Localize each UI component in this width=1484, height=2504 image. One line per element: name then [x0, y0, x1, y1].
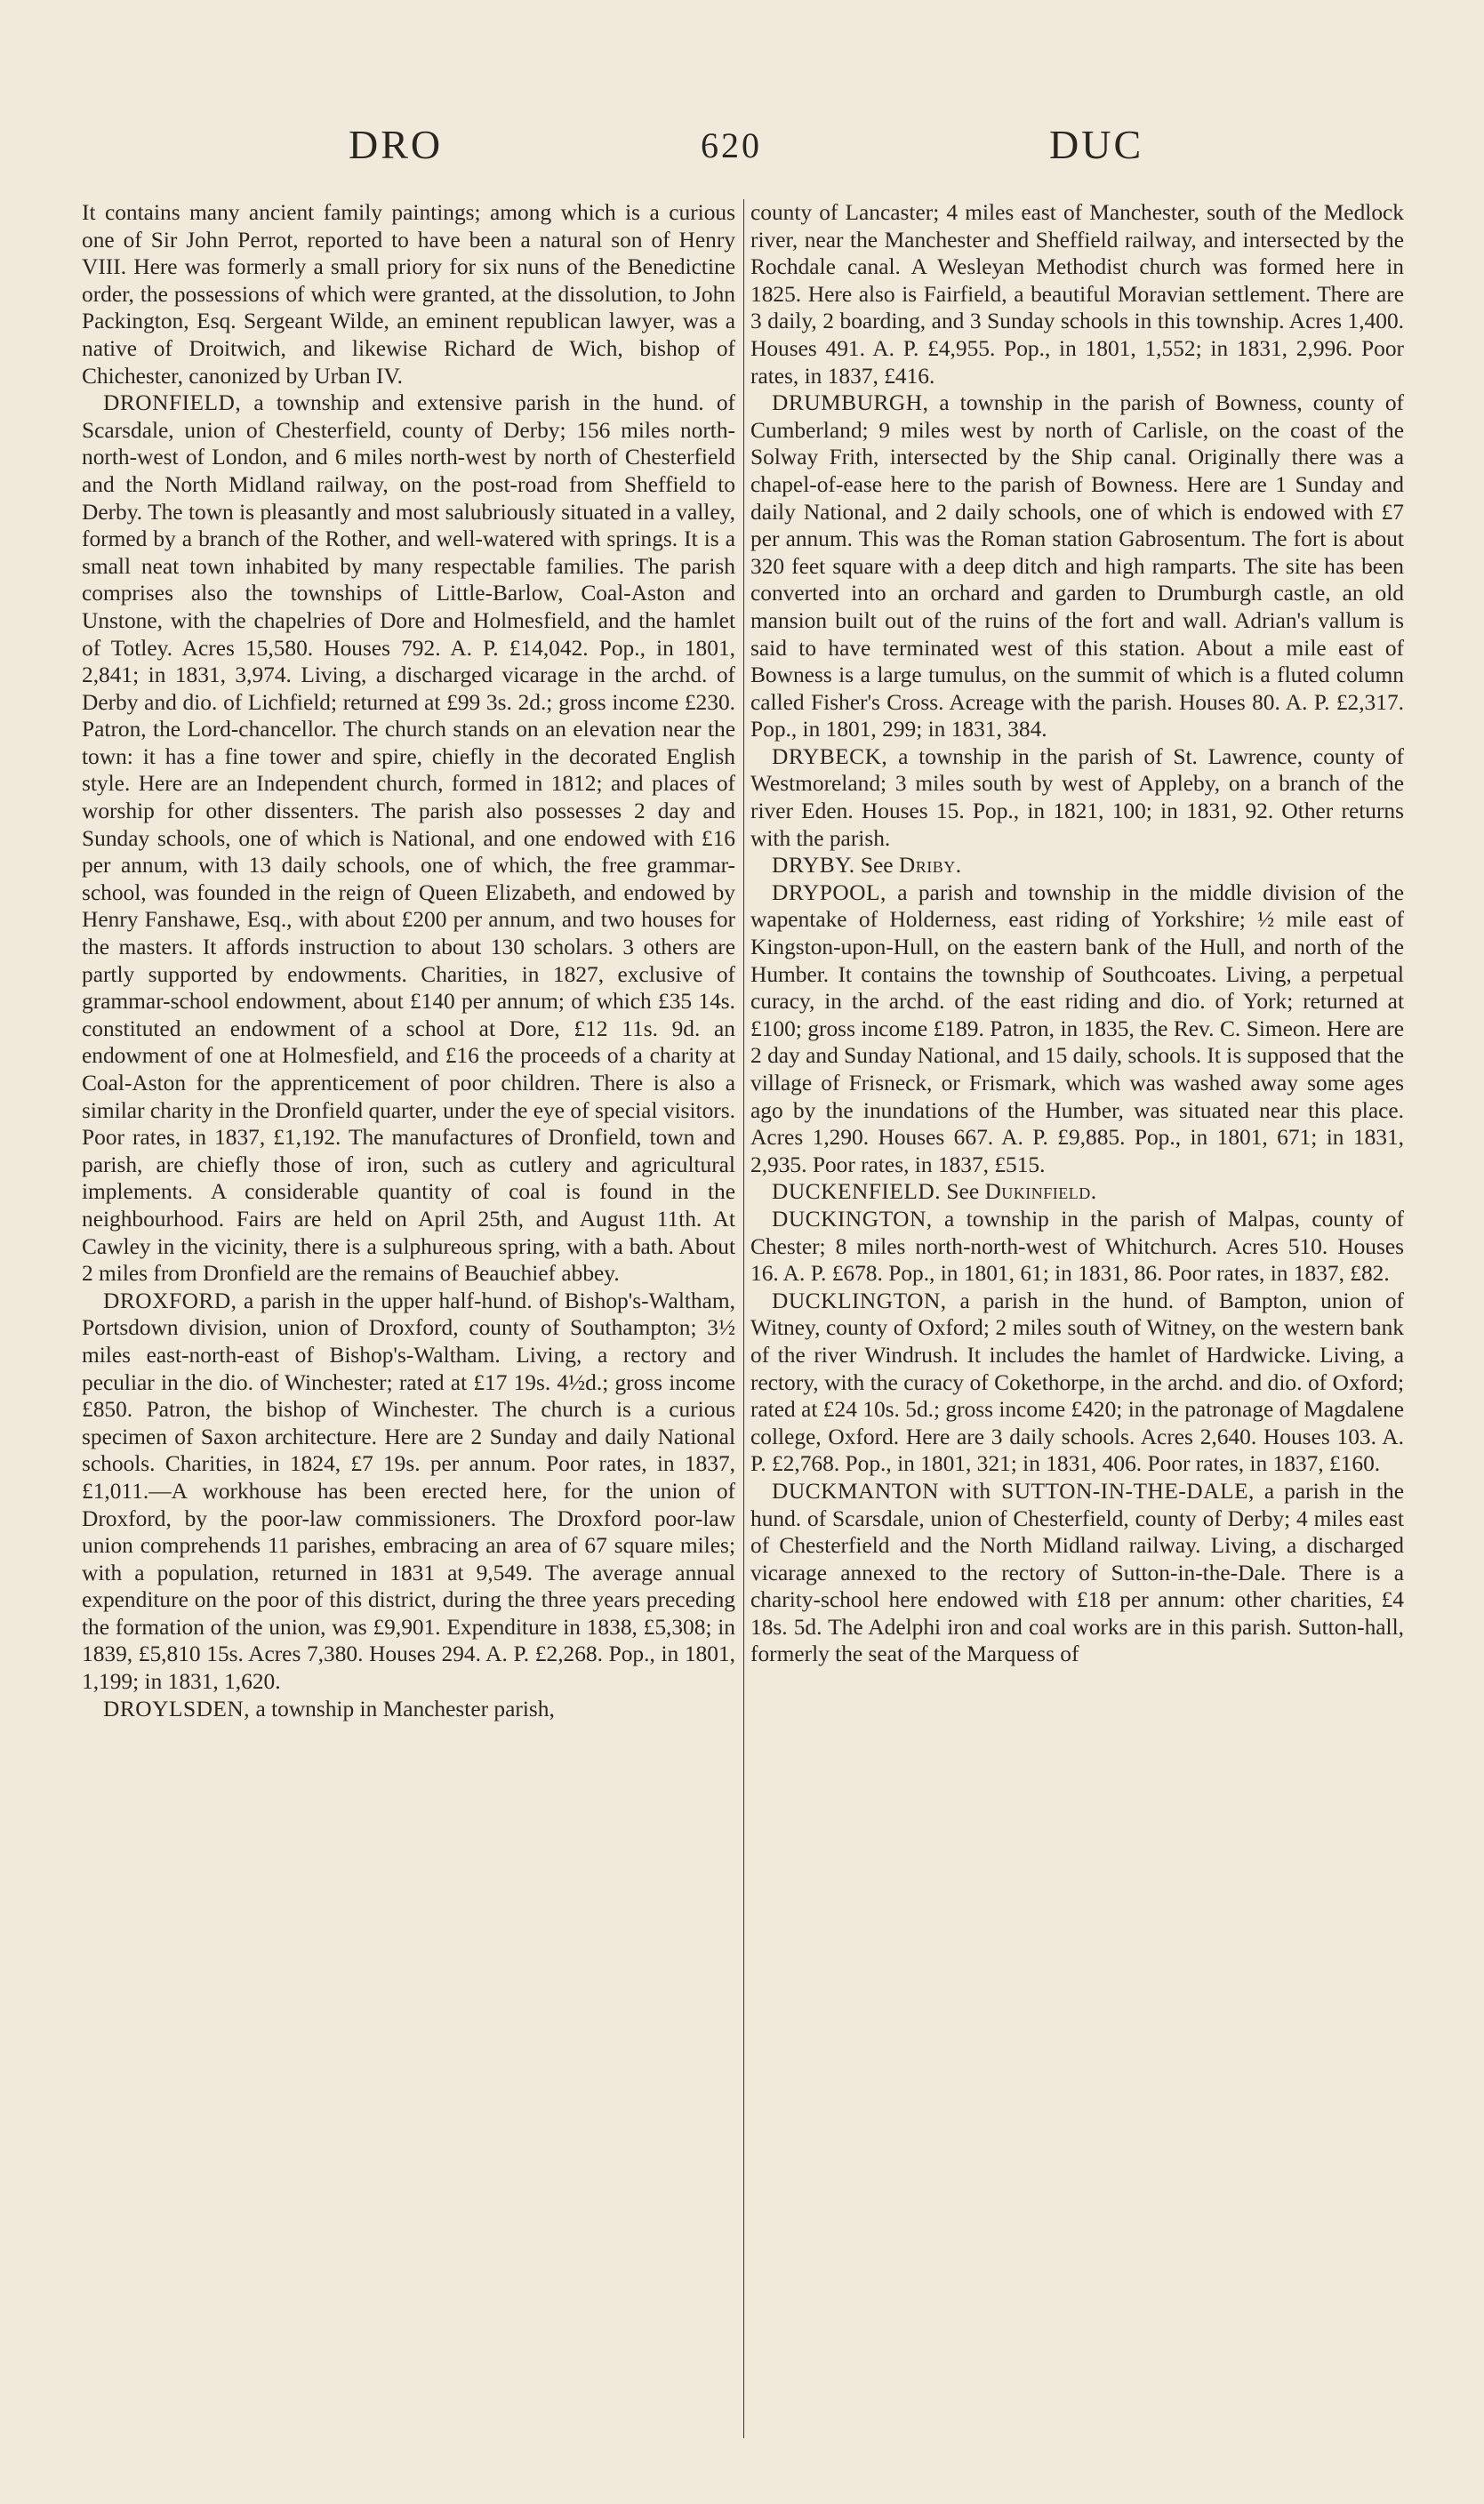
gazetteer-entry [750, 389, 1404, 743]
entry-headword: DRONFIELD, [103, 390, 242, 416]
entry-body: a township in the parish of Malpas, county of Chester; 8 miles north-north-west of Whitchurch. Acres 510. Houses 16. A. P. £678. Pop., in 1801, 61; in 1831, 86. Poor rates, in 1837, £82. [750, 1206, 1404, 1287]
gazetteer-entry [750, 743, 1404, 852]
continued-entry-text: county of Lancaster; 4 miles east of Manchester, south of the Medlock river, near the Manchester and Sheffield railway, and intersected by the Rochdale canal. A Wesleyan Methodist church was formed here in 1825. Here also is Fairfield, a beautiful Moravian settlement. There are 3 daily, 2 boarding, and 3 Sunday schools in this township. Acres 1,400. Houses 491. A. P. £4,955. Pop., in 1801, 1,552; in 1831, 2,996. Poor rates, in 1837, £416. [750, 200, 1404, 389]
see-label: See [854, 853, 899, 879]
cross-reference-entry [750, 1178, 1404, 1206]
entry-headword: DRYBY. [772, 853, 855, 879]
entry-body: a parish and township in the middle division of the wapentake of Holderness, east riding of Yorkshire; ½ mile east of Kingston-upon-Hull, on the eastern bank of the Hull, and north of the Humber. It contains the township of Southcoates. Living, a perpetual curacy, in the archd. of the east riding and dio. of York; returned at £100; gross income £189. Patron, in 1835, the Rev. C. Simeon. Here are 2 day and Sunday National, and 15 daily, schools. It is supposed that the village of Frisneck, or Frismark, which was washed away some ages ago by the inundations of the Humber, was situated near this place. Acres 1,290. Houses 667. A. P. £9,885. Pop., in 1801, 671; in 1831, 2,935. Poor rates, in 1837, £515. [750, 879, 1404, 1177]
header-left-catchword: DRO [349, 122, 444, 167]
entry-body: a parish in the hund. of Scarsdale, union of Chesterfield, county of Derby; 4 miles east of Chesterfield and the North Midland railway. Living, a discharged vicarage annexed to the rectory of Sutton-in-the-Dale. There is a charity-school here endowed with £18 per annum: other charities, £4 18s. 5d. The Adelphi iron and coal works are in this parish. Sutton-hall, formerly the seat of the Marquess of [750, 1478, 1405, 1667]
right-column [750, 199, 1404, 1668]
gazetteer-entry [750, 1478, 1404, 1668]
gazetteer-entry [82, 389, 735, 1288]
gazetteer-entry [750, 879, 1404, 1179]
page-number: 620 [701, 125, 762, 165]
entry-headword: DRUMBURGH, [772, 390, 929, 416]
entry-body: a parish in the hund. of Bampton, union of Witney, county of Oxford; 2 miles south of Witney, on the western bank of the river Windrush. It includes the hamlet of Hardwicke. Living, a rectory, with the curacy of Cokethorpe, in the archd. and dio. of Oxford; rated at £24 10s. 5d.; gross income £420; in the patronage of Magdalene college, Oxford. Here are 3 daily schools. Acres 2,640. Houses 103. A. P. £2,768. Pop., in 1801, 321; in 1831, 406. Poor rates, in 1837, £160. [750, 1288, 1404, 1477]
entry-headword: DUCKINGTON, [772, 1206, 933, 1232]
entry-body: a township in the parish of Bowness, county of Cumberland; 9 miles west by north of Carlisle, on the coast of the Solway Frith, intersected by the Ship canal. Originally there was a chapel-of-ease here to the parish of Bowness. Here are 1 Sunday and daily National, and 2 daily schools, one of which is endowed with £7 per annum. This was the Roman station Gabrosentum. The fort is about 320 feet square with a deep ditch and high ramparts. The site has been converted into an orchard and garden to Drumburgh castle, an old mansion built out of the ruins of the fort and wall. Adrian's vallum is said to have terminated west of this station. About a mile east of Bowness is a large tumulus, on the summit of which is a fluted column called Fisher's Cross. Acreage with the parish. Houses 80. A. P. £2,317. Pop., in 1801, 299; in 1831, 384. [750, 390, 1404, 742]
see-label: See [941, 1179, 985, 1205]
gazetteer-entry [750, 1288, 1404, 1478]
header-right-catchword: DUC [1049, 122, 1144, 167]
entry-headword: DRYPOOL, [772, 879, 886, 905]
left-column [82, 199, 735, 1722]
entry-headword: DUCKMANTON with SUTTON-IN-THE-DALE, [772, 1478, 1255, 1504]
entry-body: a township in Manchester parish, [250, 1696, 555, 1722]
entry-body: a parish in the upper half-hund. of Bishop's-Waltham, Portsdown division, union of Droxford, county of Southampton; 3½ miles east-north-east of Bishop's-Waltham. Living, a rectory and peculiar in the dio. of Winchester; rated at £17 19s. 4½d.; gross income £850. Patron, the bishop of Winchester. The church is a curious specimen of Saxon architecture. Here are 2 Sunday and daily National schools. Charities, in 1824, £7 19s. per annum. Poor rates, in 1837, £1,011.—A workhouse has been erected here, for the union of Droxford, by the poor-law commissioners. The Droxford poor-law union comprehends 11 parishes, embracing an area of 67 square miles; with a population, returned in 1831 at 9,549. The average annual expenditure on the poor of this district, during the three years preceding the formation of the union, was £9,901. Expenditure in 1838, £5,308; in 1839, £5,810 15s. Acres 7,380. Houses 294. A. P. £2,268. Pop., in 1801, 1,199; in 1831, 1,620. [82, 1288, 735, 1695]
column-divider [743, 199, 744, 2438]
entry-headword: DUCKLINGTON, [772, 1288, 947, 1313]
entry-body: a township and extensive parish in the hund. of Scarsdale, union of Chesterfield, county of Derby; 156 miles north-north-west of London, and 6 miles north-west by north of Chesterfield and the North Midland railway, on the post-road from Sheffield to Derby. The town is pleasantly and most salubriously situated in a valley, formed by a branch of the Rother, and well-watered with springs. It is a small neat town inhabited by many respectable families. The parish comprises also the townships of Little-Barlow, Coal-Aston and Unstone, with the chapelries of Dore and Holmesfield, and the hamlet of Totley. Acres 15,580. Houses 792. A. P. £14,042. Pop., in 1801, 2,841; in 1831, 3,974. Living, a discharged vicarage in the archd. of Derby and dio. of Lichfield; returned at £99 3s. 2d.; gross income £230. Patron, the Lord-chancellor. The church stands on an elevation near the town: it has a fine tower and spire, chiefly in the decorated English style. Here are an Independent church, formed in 1812; and places of worship for other dissenters. The parish also possesses 2 day and Sunday schools, one of which is National, and one endowed with £16 per annum, with 13 daily schools, one of which, the free grammar-school, was founded in the reign of Queen Elizabeth, and endowed by Henry Fanshawe, Esq., with about £200 per annum, and two houses for the masters. It affords instruction to about 130 scholars. 3 others are partly supported by endowments. Charities, in 1827, exclusive of grammar-school endowment, about £140 per annum; of which £35 14s. constituted an endowment of a school at Dore, £12 11s. 9d. an endowment of one at Holmesfield, and £16 the proceeds of a charity at Coal-Aston for the apprenticement of poor children. There is also a similar charity in the Dronfield quarter, under the eye of special visitors. Poor rates, in 1837, £1,192. The manufactures of Dronfield, town and parish, are chiefly those of iron, such as cutlery and agricultural implements. A considerable quantity of coal is found in the neighbourhood. Fairs are held on April 25th, and August 11th. At Cawley in the vicinity, there is a sulphureous spring, with a bath. About 2 miles from Dronfield are the remains of Beauchief abbey. [82, 390, 735, 1287]
running-header [0, 121, 1484, 174]
continued-entry-text: It contains many ancient family paintings; among which is a curious one of Sir John Perrot, reported to have been a natural son of Henry VIII. Here was formerly a small priory for six nuns of the Benedictine order, the possessions of which were granted, at the dissolution, to John Packington, Esq. Sergeant Wilde, an eminent republican lawyer, was a native of Droitwich, and likewise Richard de Wich, bishop of Chichester, canonized by Urban IV. [82, 200, 735, 389]
entry-headword: DUCKENFIELD. [772, 1179, 942, 1205]
cross-reference-target: Driby. [898, 853, 962, 879]
cross-reference-entry [750, 852, 1404, 879]
entry-headword: DRYBECK, [772, 743, 888, 769]
gazetteer-entry [82, 1696, 735, 1723]
gazetteer-entry [82, 1288, 735, 1696]
gazetteer-entry [750, 1206, 1404, 1288]
cross-reference-target: Dukinfield. [984, 1179, 1097, 1205]
entry-headword: DROYLSDEN, [103, 1696, 251, 1722]
entry-headword: DROXFORD, [103, 1288, 237, 1313]
entry-body: a township in the parish of St. Lawrence, county of Westmoreland; 3 miles south by west of Appleby, on a branch of the river Eden. Houses 15. Pop., in 1821, 100; in 1831, 92. Other returns with the parish. [750, 743, 1404, 851]
